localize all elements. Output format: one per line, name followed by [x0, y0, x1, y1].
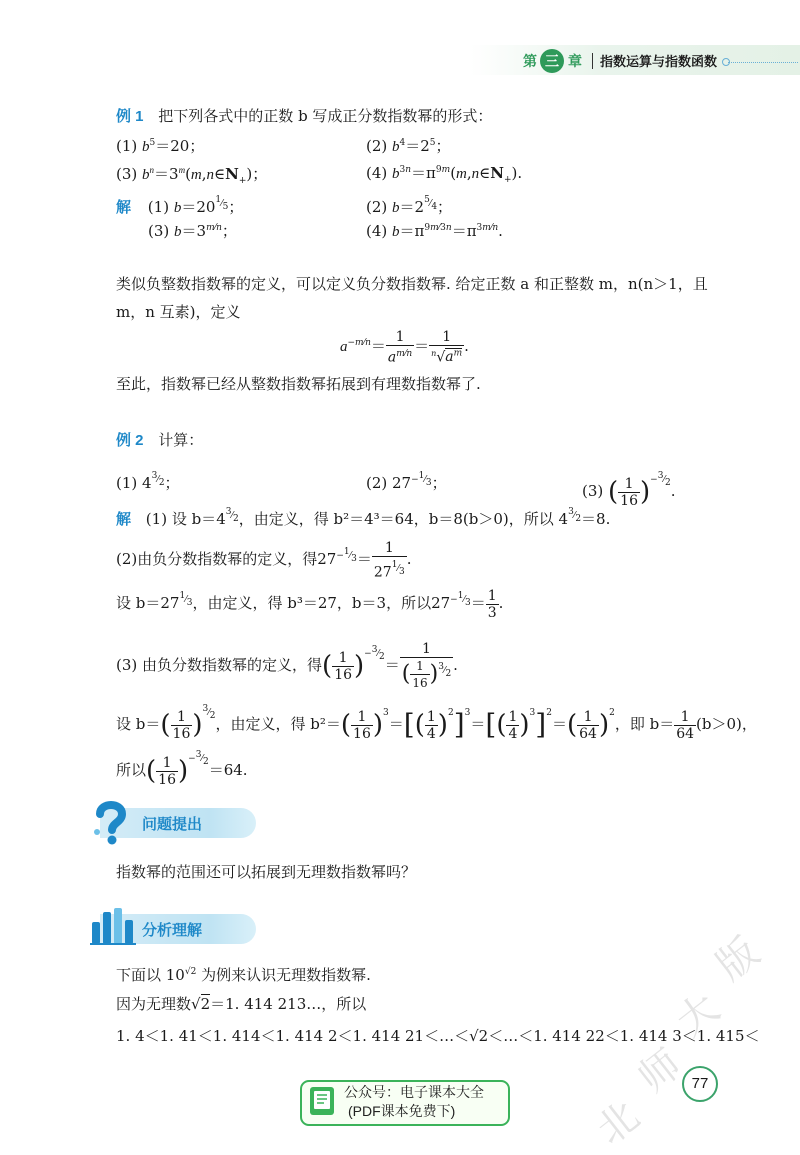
chapter-prefix: 第	[523, 53, 537, 69]
example1-solution-3: (3) $b=3^{m⁄n}$；	[148, 222, 237, 240]
analysis-line-1: 下面以 $10^{√2}$ 为例来认识无理数指数幂.	[116, 966, 371, 984]
example2-heading	[116, 430, 203, 451]
example1-prompt: 把下列各式中的正数 b 写成正分数指数幂的形式：	[158, 107, 493, 125]
example1-item-3: (3) $b^n=3^m(m,n\in N_+)$；	[116, 165, 268, 186]
analysis-section-title: 分析理解	[142, 922, 203, 939]
example2-prompt: 计算：	[158, 431, 204, 449]
example1-item-2: (2) $b^4=2^5$；	[366, 137, 451, 155]
chapter-title: 指数运算与指数函数	[600, 54, 718, 69]
example2-item-2: (2) $27^{-^1⁄_3}$；	[366, 471, 447, 492]
question-mark-icon	[86, 796, 134, 846]
banner-line-2: (PDF课本免费下)	[348, 1103, 456, 1119]
example1-item-4: (4) $b^{3n}=\pi^{9m}(m,n\in N_+)$.	[366, 164, 523, 185]
example1-solution-label: 解	[116, 199, 132, 216]
example1-solution-1: 解 (1) $b=20^{^1⁄_5}$；	[116, 195, 244, 216]
definition-formula: $a^{-m⁄n}=$ $\frac{1}{a^{m⁄n}}$ ＝ $\frac{1}{^n√a^m}$ .	[340, 328, 469, 366]
definition-paragraph-3: 至此，指数幂已经从整数指数幂拓展到有理数指数幂了.	[116, 375, 481, 393]
analysis-line-3: 1. 4＜1. 41＜1. 414＜1. 414 2＜1. 414 21＜…＜√2＜…＜1. 414 22＜1. 414 3＜1. 415＜	[116, 1027, 760, 1045]
watermark-char-2: 大	[668, 984, 729, 1046]
example2-solution-4: (3) 由负分数指数幂的定义，得( $\frac{1}{16}$ )$^{-^3⁄_2}$＝ 1 ( $\frac{1}{16}$ )$^{^3⁄_2}$ .	[116, 641, 458, 690]
example2-label: 例 2	[116, 432, 144, 449]
analysis-line-2: 因为无理数√2＝1. 414 213…，所以	[116, 995, 367, 1013]
example1-label: 例 1	[116, 108, 144, 125]
example1-item-1: (1) $b^5=20$；	[116, 137, 205, 155]
header-dotted-rule	[728, 62, 798, 63]
example1-heading	[116, 106, 492, 127]
example2-solution-label: 解	[116, 511, 132, 528]
definition-paragraph-1: 类似负整数指数幂的定义，可以定义负分数指数幂. 给定正数 a 和正整数 m，n(n＞1，且	[116, 275, 708, 293]
example2-solution-1: 解 (1) 设 $b=4^{^3⁄_2}$，由定义，得 b²＝4³＝64，b＝8(b＞0)，所以 $4^{^3⁄_2}=8$.	[116, 507, 611, 528]
example1-solution-4: (4) $b=\pi^{9m⁄3n}=\pi^{3m⁄n}$.	[366, 222, 503, 240]
definition-paragraph-2: m，n 互素)，定义	[116, 303, 241, 321]
book-icon	[306, 1084, 340, 1118]
example2-solution-3: 设 $b=27^{^1⁄_3}$，由定义，得 b³＝27，b＝3，所以$27^{-^1⁄_3}=$ $\frac{1}{3}$ .	[116, 587, 504, 621]
banner-line-1: 公众号：电子课本大全	[344, 1084, 484, 1100]
example2-item-1: (1) $4^{^3⁄_2}$；	[116, 471, 180, 492]
watermark-char-4: 北	[588, 1092, 649, 1154]
header-divider	[592, 53, 593, 69]
example2-solution-2: (2)由负分数指数幂的定义，得$27^{-^1⁄_3}=$ $\frac{1}{27^{^1⁄_3}}$ .	[116, 539, 412, 581]
question-text: 指数幂的范围还可以拓展到无理数指数幂吗？	[116, 863, 417, 881]
question-section-title: 问题提出	[142, 816, 203, 833]
page-number: 77	[682, 1066, 718, 1102]
example2-item-3: (3) ( $\frac{1}{16}$ )$^{-^3⁄_2}$.	[582, 471, 676, 509]
watermark-char-1: 版	[708, 928, 769, 990]
watermark-char-3: 师	[630, 1040, 691, 1102]
example1-solution-2: (2) $b=2^{^5⁄_4}$；	[366, 195, 453, 216]
example2-solution-5: 设 b＝( $\frac{1}{16}$ )$^{^3⁄_2}$，由定义，得 b²＝( $\frac{1}{16}$ )$^3$＝[( $\frac{1}{4}$ )$^2$]$^3$＝[( $\frac{1}{4}$ )$^3$]$^2$＝( $\frac{1}{64}$ )$^2$，即 b＝ $\frac{1}{64}$ (b＞0)，	[116, 704, 757, 742]
example2-solution-6: 所以( $\frac{1}{16}$ )$^{-^3⁄_2}$＝64.	[116, 750, 248, 788]
chapter-number-badge: 三	[540, 49, 564, 73]
bar-chart-icon	[90, 906, 138, 946]
chapter-suffix: 章	[568, 53, 582, 69]
